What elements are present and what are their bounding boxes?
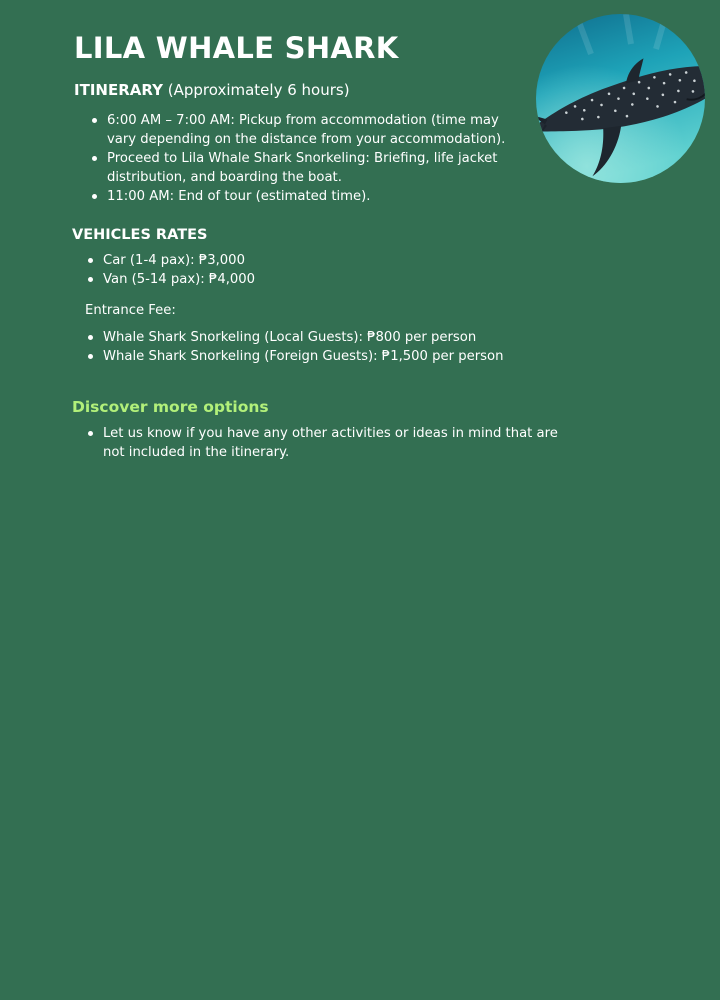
- list-item: Proceed to Lila Whale Shark Snorkeling: Briefing, life jacket distribution, and boarding the boat.: [91, 149, 531, 187]
- itinerary-label: ITINERARY: [74, 81, 163, 99]
- list-item: Let us know if you have any other activities or ideas in mind that are not included in the itinerary.: [87, 424, 567, 462]
- list-item: Whale Shark Snorkeling (Local Guests): ₱800 per person: [87, 328, 567, 347]
- list-item: Whale Shark Snorkeling (Foreign Guests): ₱1,500 per person: [87, 347, 567, 366]
- list-item: Van (5-14 pax): ₱4,000: [87, 270, 487, 289]
- entrance-fee-list: [87, 328, 567, 366]
- vehicle-rates-list: [87, 251, 487, 289]
- discover-list: [87, 424, 567, 462]
- list-item: 11:00 AM: End of tour (estimated time).: [91, 187, 531, 206]
- itinerary-heading: [74, 80, 350, 100]
- discover-heading: Discover more options: [72, 398, 269, 416]
- whale-shark-photo: [536, 14, 705, 183]
- vehicles-heading: VEHICLES RATES: [72, 227, 208, 243]
- entrance-fee-label: Entrance Fee:: [85, 303, 176, 318]
- itinerary-list: [91, 111, 531, 206]
- list-item: Car (1-4 pax): ₱3,000: [87, 251, 487, 270]
- itinerary-duration: (Approximately 6 hours): [167, 81, 350, 99]
- page-title: LILA WHALE SHARK: [74, 31, 399, 65]
- list-item: 6:00 AM – 7:00 AM: Pickup from accommodation (time may vary depending on the distance from your accommodation).: [91, 111, 531, 149]
